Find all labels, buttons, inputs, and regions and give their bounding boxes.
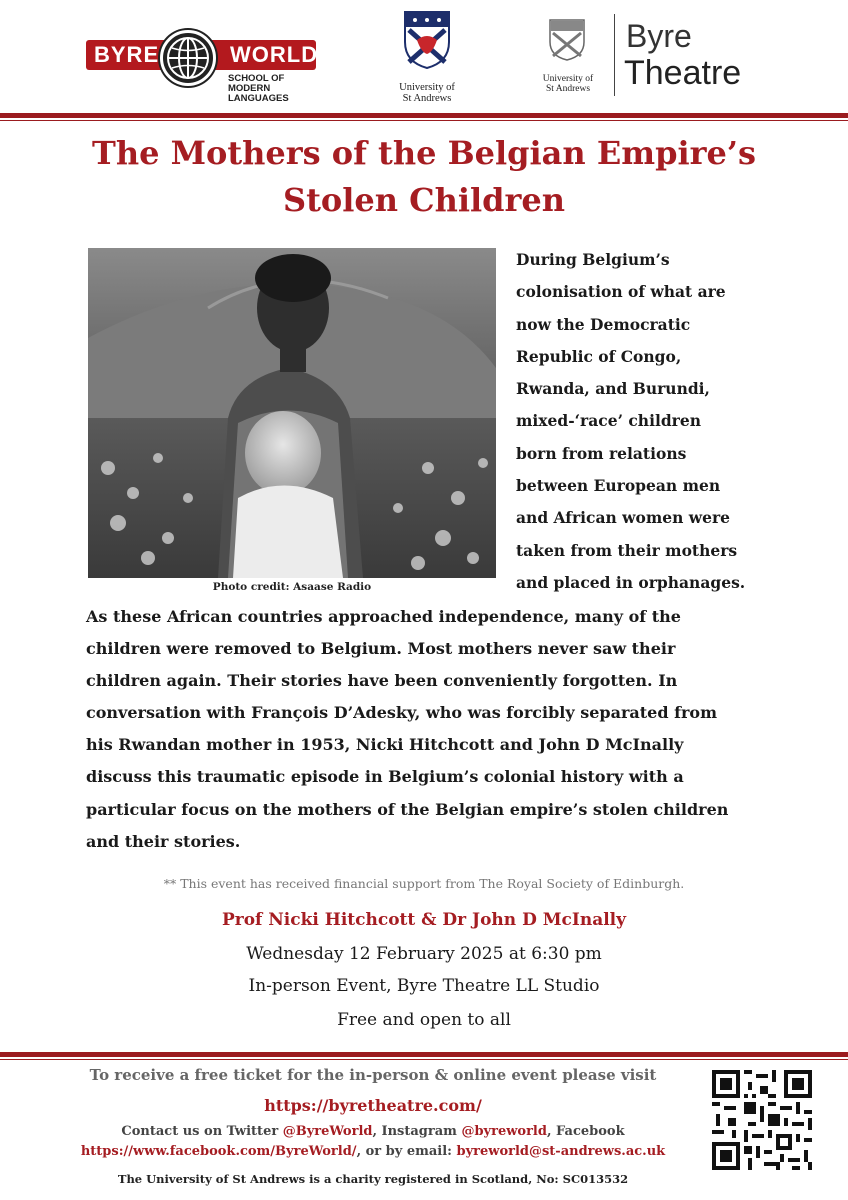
ticket-link[interactable]: https://byretheatre.com/ [264, 1096, 482, 1115]
event-venue: In-person Event, Byre Theatre LL Studio [248, 976, 600, 996]
main-line: children were removed to Belgium. Most mothers never saw their [86, 639, 676, 659]
st-andrews-logo [392, 10, 462, 110]
title-line1: The Mothers of the Belgian Empire’s [92, 134, 756, 172]
event-date: Wednesday 12 February 2025 at 6:30 pm [246, 944, 602, 964]
intro-line: and placed in orphanages. [516, 572, 746, 592]
intro-line: taken from their mothers [516, 540, 738, 560]
intro-line: Rwanda, and Burundi, [516, 379, 710, 399]
byre-theatre-univ-line1: University of [542, 74, 594, 84]
funding-note: ** This event has received financial support from The Royal Society of Edinburgh. [163, 876, 685, 891]
event-speakers: Prof Nicki Hitchcott & Dr John D McInally [221, 910, 627, 930]
byre-theatre-word-theatre: Theatre [624, 54, 742, 92]
email-prefix: , or by email: [356, 1144, 457, 1159]
title-line2: Stolen Children [282, 181, 566, 219]
byreworld-subtitle-line2: MODERN LANGUAGES [228, 83, 289, 104]
st-andrews-caption [392, 82, 462, 104]
intro-line: now the Democratic [516, 314, 691, 334]
logo-divider [614, 14, 615, 96]
event-admission: Free and open to all [337, 1010, 511, 1030]
st-andrews-caption-line2: St Andrews [402, 93, 452, 104]
main-line: discuss this traumatic episode in Belgium’s colonial history with a [86, 767, 684, 787]
historical-photo [88, 248, 496, 578]
bottom-rule-thin [0, 1059, 848, 1060]
mother-and-child-photo-image [88, 248, 496, 578]
main-paragraph [86, 601, 786, 858]
bottom-rule [0, 1052, 848, 1057]
intro-line: between European men [516, 476, 721, 496]
instagram-prefix: , Instagram [372, 1124, 462, 1139]
facebook-link[interactable]: https://www.facebook.com/ByreWorld/ [80, 1144, 357, 1159]
instagram-link[interactable]: @byreworld [461, 1124, 547, 1139]
main-line: conversation with François D’Adesky, who was forcibly separated from [86, 703, 718, 723]
email-link[interactable]: byreworld@st-andrews.ac.uk [456, 1144, 666, 1159]
intro-line: and African women were [516, 508, 731, 528]
main-line: and their stories. [86, 831, 241, 851]
byreworld-logo-right: WORLD [230, 42, 319, 67]
st-andrews-caption-line1: University of [399, 82, 455, 93]
main-line: his Rwandan mother in 1953, Nicki Hitchcott and John D McInally [86, 735, 684, 755]
st-andrews-shield-icon [403, 10, 451, 70]
ticket-instructions: To receive a free ticket for the in-person & online event please visit [89, 1066, 657, 1084]
page-title [40, 130, 808, 224]
facebook-prefix: , Facebook [546, 1124, 625, 1139]
intro-line: Republic of Congo, [516, 346, 682, 366]
contact-prefix: Contact us on Twitter [121, 1124, 283, 1139]
top-rule [0, 113, 848, 118]
main-line: particular focus on the mothers of the Belgian empire’s stolen children [86, 799, 729, 819]
intro-line: mixed-‘race’ children [516, 411, 701, 431]
intro-paragraph [516, 244, 784, 599]
intro-line: During Belgium’s [516, 250, 670, 269]
top-rule-thin [0, 120, 848, 121]
st-andrews-grey-shield-icon [548, 18, 586, 62]
contact-line-1 [40, 1124, 706, 1139]
twitter-link[interactable]: @ByreWorld [282, 1124, 373, 1139]
byre-theatre-word-byre: Byre [626, 18, 692, 54]
byre-theatre-univ-line2: St Andrews [545, 84, 591, 94]
photo-credit: Photo credit: Asaase Radio [212, 581, 372, 593]
intro-line: colonisation of what are [516, 282, 726, 302]
main-line: As these African countries approached independence, many of the [86, 607, 681, 626]
header [0, 0, 848, 112]
globe-icon [160, 30, 216, 86]
byreworld-logo-left: BYRE [94, 42, 160, 67]
byre-theatre-logo [540, 14, 780, 104]
byreworld-subtitle [228, 74, 322, 104]
byreworld-logo [86, 28, 322, 104]
byre-theatre-univ-caption [540, 74, 596, 94]
byreworld-subtitle-line1: SCHOOL OF [228, 73, 285, 84]
intro-line: born from relations [516, 443, 687, 463]
contact-line-2 [40, 1144, 706, 1159]
charity-notice: The University of St Andrews is a charity registered in Scotland, No: SC013532 [117, 1172, 629, 1186]
qr-code-icon[interactable] [712, 1070, 812, 1170]
main-line: children again. Their stories have been conveniently forgotten. In [86, 671, 678, 691]
